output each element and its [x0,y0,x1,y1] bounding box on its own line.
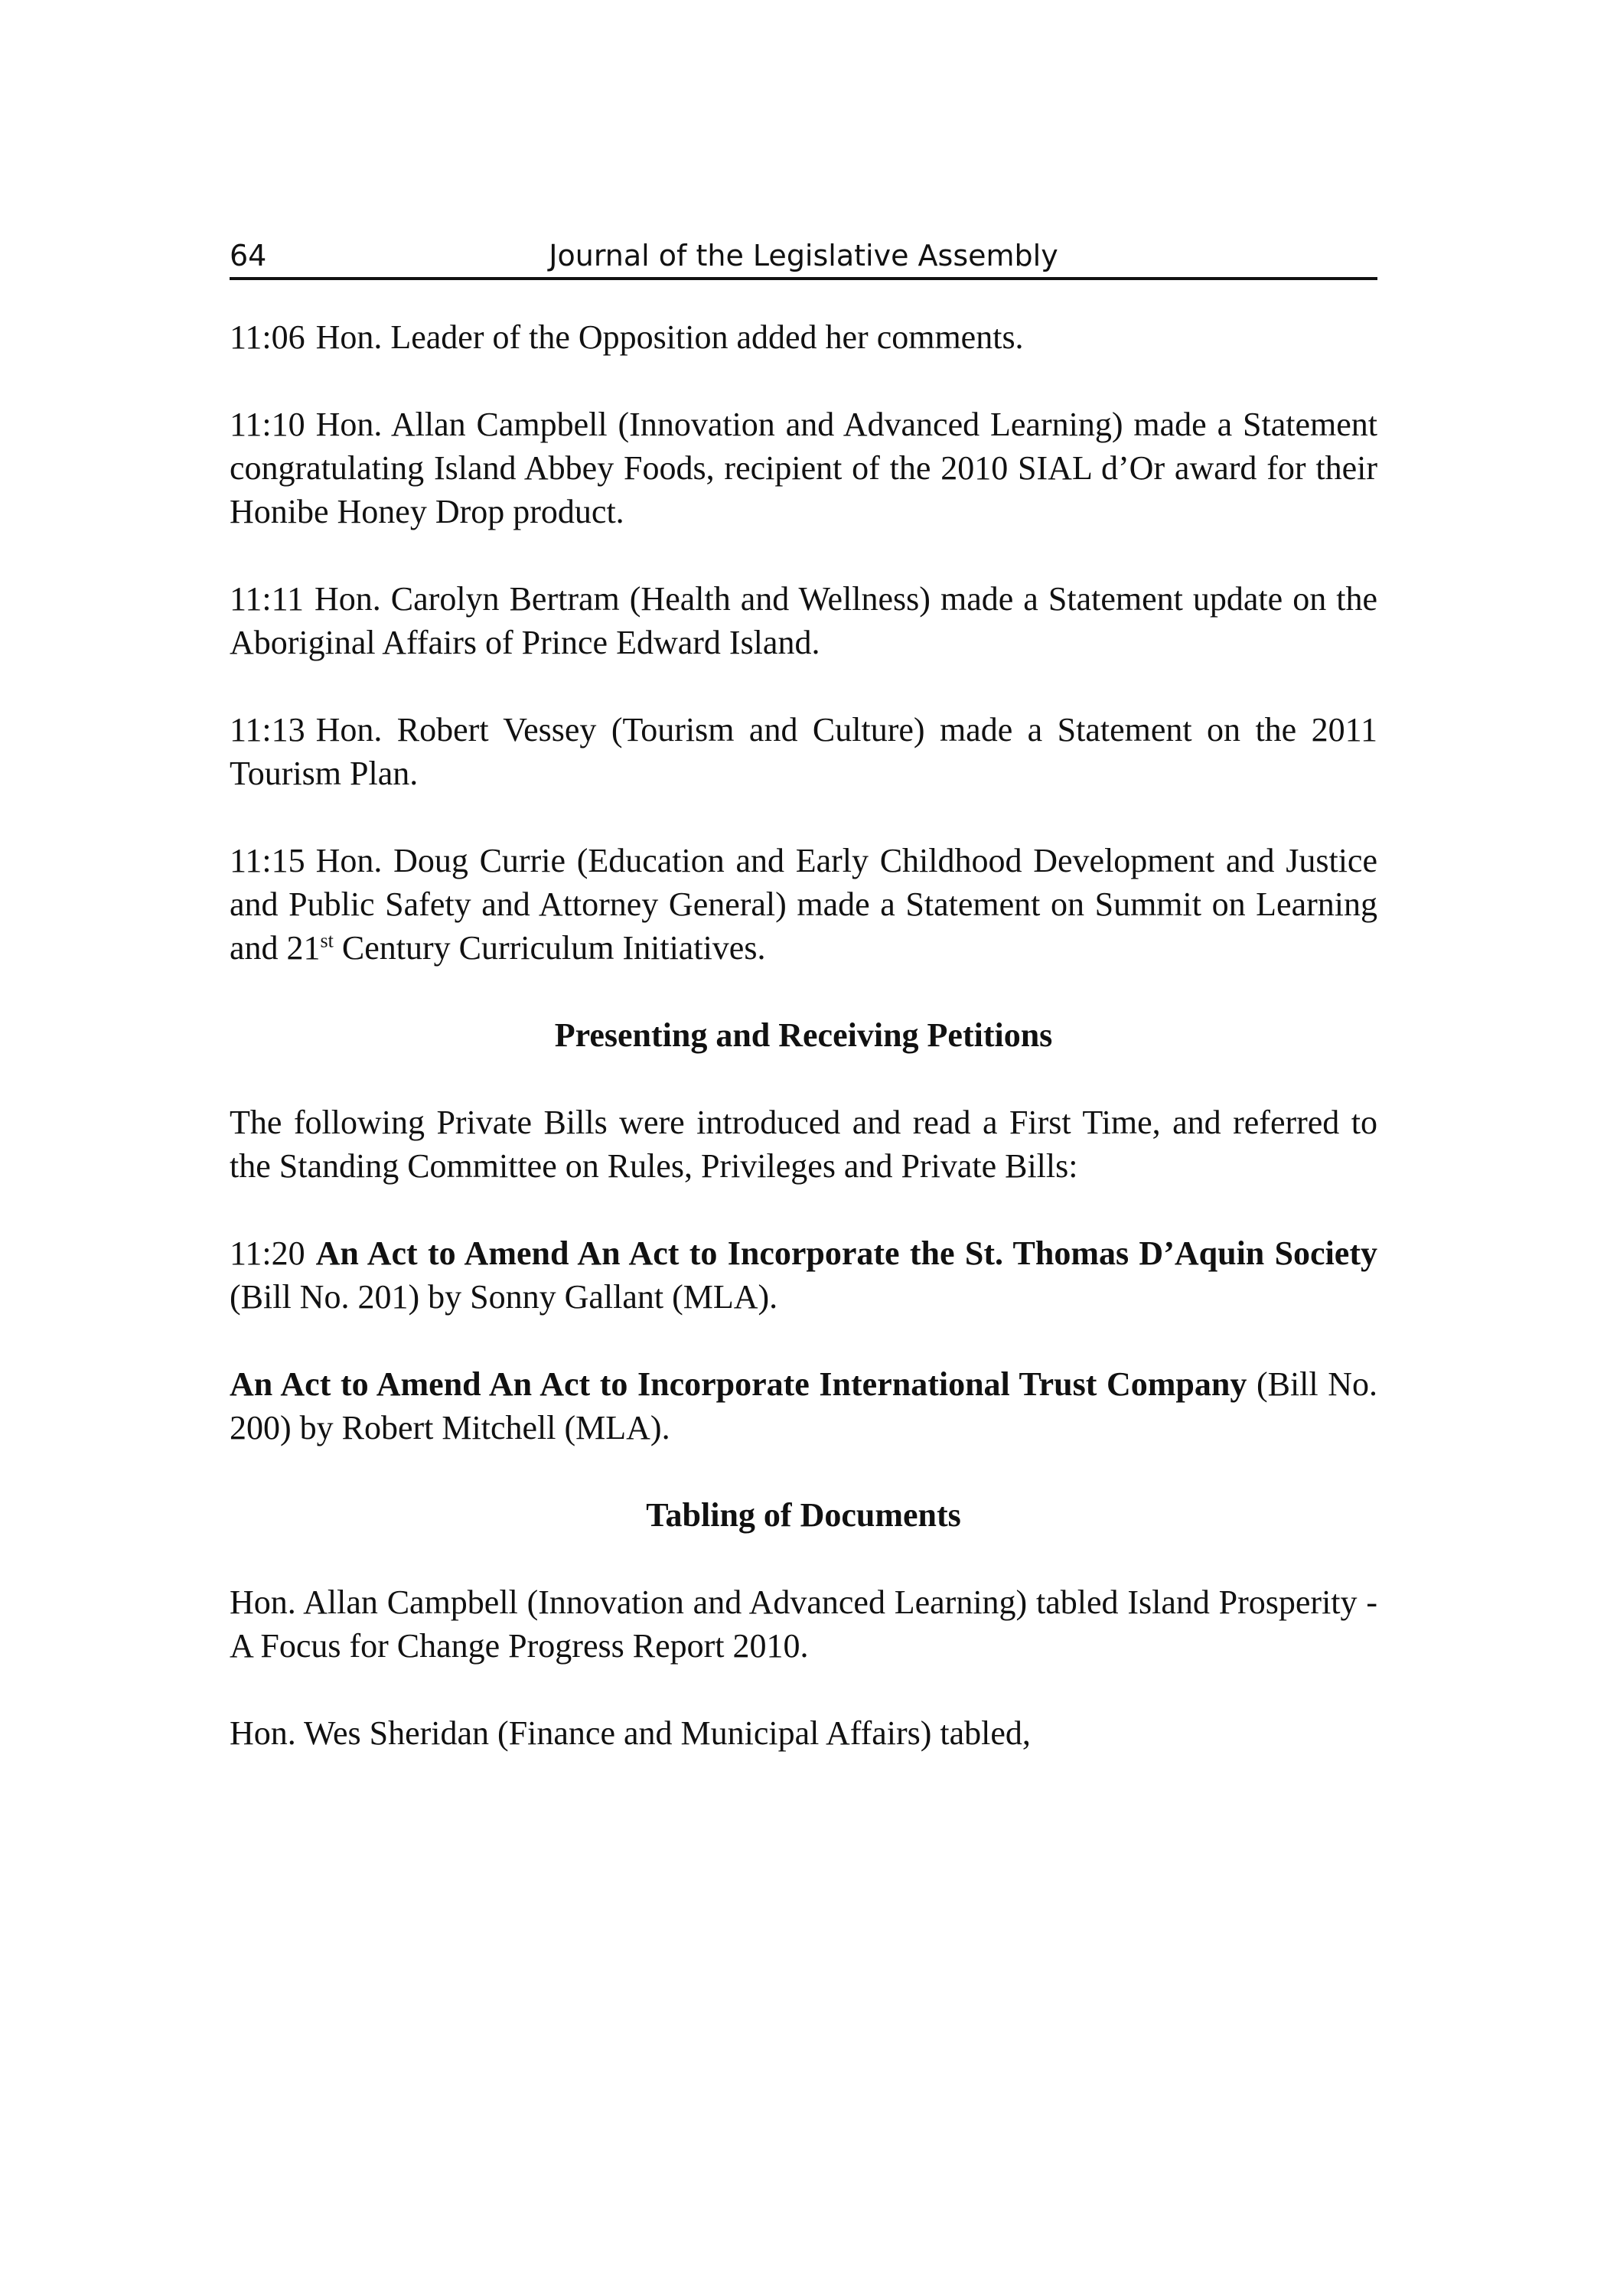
running-title: Journal of the Legislative Assembly [549,239,1058,272]
bill-201 [230,1231,1377,1319]
bill-title: An Act to Amend An Act to Incorporate the St. Thomas D’Aquin Society [315,1234,1377,1272]
entry-text: Hon. Robert Vessey (Tourism and Culture) made a Statement on the 2011 Tourism Plan. [230,711,1377,792]
ordinal-suffix: st [320,929,334,952]
entry-text: Hon. Leader of the Opposition added her comments. [315,318,1024,356]
bill-title: An Act to Amend An Act to Incorporate International Trust Company [230,1365,1247,1403]
entry-text-end: Century Curriculum Initiatives. [333,929,766,967]
bill-detail: (Bill No. 201) by Sonny Gallant (MLA). [230,1278,778,1316]
tabling-item-campbell: Hon. Allan Campbell (Innovation and Advanced Learning) tabled Island Prosperity - A Focus for Change Progress Report 2010. [230,1583,1377,1665]
entry-time: 11:11 [230,580,304,618]
entry-text: Hon. Doug Currie (Education and Early Childhood Development and Justice and Public Safety and Attorney General) made a Statement on Summit on Learning and 21 [230,842,1377,967]
entry-1113 [230,708,1377,795]
bill-detail: (Bill No. 200) by Robert Mitchell (MLA). [230,1365,1377,1446]
entry-time: 11:13 [230,711,305,748]
entry-1106 [230,315,1377,359]
entry-text: Hon. Allan Campbell (Innovation and Advanced Learning) made a Statement congratulating Island Abbey Foods, recipient of the 2010 SIAL d’Or award for their Honibe Honey Drop product. [230,406,1377,530]
journal-page [230,230,1377,1755]
entry-1111 [230,577,1377,664]
tabling-item-sheridan: Hon. Wes Sheridan (Finance and Municipal Affairs) tabled, [230,1714,1031,1752]
petitions-intro: The following Private Bills were introduced and read a First Time, and referred to the Standing Committee on Rules, Privileges and Private Bills: [230,1104,1377,1185]
entry-time: 11:15 [230,842,305,879]
section-heading-petitions: Presenting and Receiving Petitions [554,1016,1053,1054]
entry-time: 11:10 [230,406,305,443]
entry-1115 [230,839,1377,970]
bill-200 [230,1362,1377,1450]
entry-time: 11:06 [230,318,305,356]
journal-body [230,315,1377,1755]
section-heading-tabling: Tabling of Documents [646,1496,961,1534]
entry-1110 [230,403,1377,533]
page-number: 64 [230,239,267,272]
page-header [230,230,1377,280]
entry-text: Hon. Carolyn Bertram (Health and Wellness) made a Statement update on the Aboriginal Affairs of Prince Edward Island. [230,580,1377,661]
entry-time: 11:20 [230,1234,305,1272]
